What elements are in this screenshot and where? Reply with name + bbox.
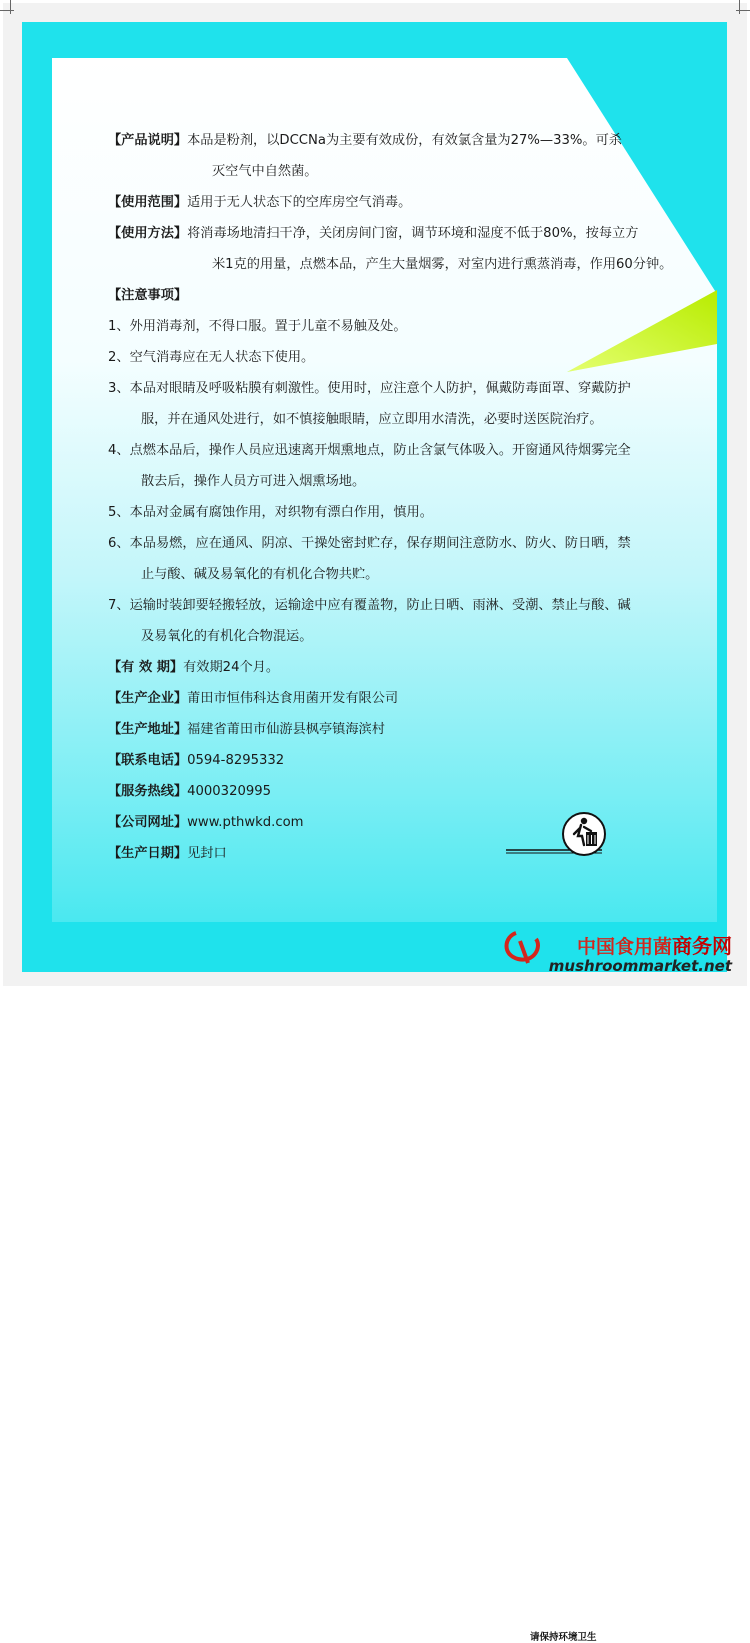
info-value[interactable]: www.pthwkd.com	[187, 815, 304, 830]
section-text: 米1克的用量，点燃本品，产生大量烟雾，对室内进行熏蒸消毒，作用60分钟。	[212, 257, 673, 272]
crop-mark	[10, 0, 25, 14]
section-product-desc-cont	[212, 163, 318, 181]
waste-sign-text: 请保持环境卫生	[530, 1632, 597, 1643]
info-address	[108, 721, 385, 739]
info-value: 见封口	[187, 846, 227, 861]
section-product-desc	[108, 132, 622, 150]
note-item: 1、外用消毒剂，不得口服。置于儿童不易触及处。	[108, 319, 407, 334]
info-value: 有效期24个月。	[183, 660, 280, 675]
note-item: 6、本品易燃，应在通风、阴凉、干操处密封贮存，保存期间注意防水、防火、防日晒，禁	[108, 536, 631, 551]
section-label: 【使用范围】	[108, 195, 188, 210]
note-item-cont: 散去后，操作人员方可进入烟熏场地。	[141, 474, 366, 489]
section-scope	[108, 194, 411, 212]
info-label: 【联系电话】	[108, 753, 188, 768]
note-item: 3、本品对眼睛及呼吸粘膜有刺激性。使用时，应注意个人防护，佩戴防毒面罩、穿戴防护	[108, 381, 631, 396]
watermark-en[interactable]: mushroommarket.net	[548, 957, 732, 975]
info-label: 【生产企业】	[108, 691, 188, 706]
section-label: 【产品说明】	[108, 133, 188, 148]
note-item: 5、本品对金属有腐蚀作用，对织物有漂白作用，慎用。	[108, 505, 433, 520]
section-text: 适用于无人状态下的空库房空气消毒。	[187, 195, 412, 210]
info-production-date	[108, 845, 227, 863]
section-text: 灭空气中自然菌。	[212, 164, 318, 179]
info-label: 【服务热线】	[108, 784, 188, 799]
info-website	[108, 814, 304, 832]
section-usage-cont	[212, 256, 672, 274]
note-item: 4、点燃本品后，操作人员应迅速离开烟熏地点，防止含氯气体吸入。开窗通风待烟雾完全	[108, 443, 631, 458]
info-value: 福建省莆田市仙游县枫亭镇海滨村	[187, 722, 385, 737]
notes-heading: 【注意事项】	[108, 288, 188, 303]
watermark-cn-prefix: 中国食用菌	[576, 936, 672, 958]
note-item-cont: 服，并在通风处进行，如不慎接触眼睛，应立即用水清洗，必要时送医院治疗。	[141, 412, 603, 427]
section-text: 本品是粉剂，以DCCNa为主要有效成份，有效氯含量为27%—33%。可杀	[187, 133, 622, 148]
crop-mark	[725, 0, 740, 14]
section-label: 【使用方法】	[108, 226, 188, 241]
info-hotline	[108, 783, 271, 801]
info-label: 【有 效 期】	[108, 660, 184, 675]
watermark-cn-suffix: 商务网	[672, 934, 732, 958]
info-manufacturer	[108, 690, 398, 708]
info-expiry	[108, 659, 279, 677]
watermark-cn	[577, 930, 732, 959]
note-item: 7、运输时装卸要轻搬轻放，运输途中应有覆盖物，防止日晒、雨淋、受潮、禁止与酸、碱	[108, 598, 631, 613]
section-text: 将消毒场地清扫干净，关闭房间门窗，调节环境和湿度不低于80%，按每立方	[187, 226, 639, 241]
note-item-cont: 及易氧化的有机化合物混运。	[141, 629, 313, 644]
info-label: 【生产地址】	[108, 722, 188, 737]
trash-bin-icon	[504, 812, 644, 866]
info-value: 莆田市恒伟科达食用菌开发有限公司	[187, 691, 399, 706]
section-usage	[108, 225, 638, 243]
info-label: 【生产日期】	[108, 846, 188, 861]
info-phone	[108, 752, 284, 770]
note-item: 2、空气消毒应在无人状态下使用。	[108, 350, 315, 365]
info-label: 【公司网址】	[108, 815, 188, 830]
note-item-cont: 止与酸、碱及易氧化的有机化合物共贮。	[141, 567, 379, 582]
label-card	[22, 22, 727, 1643]
info-value: 0594-8295332	[187, 753, 285, 768]
info-value: 4000320995	[187, 784, 272, 799]
